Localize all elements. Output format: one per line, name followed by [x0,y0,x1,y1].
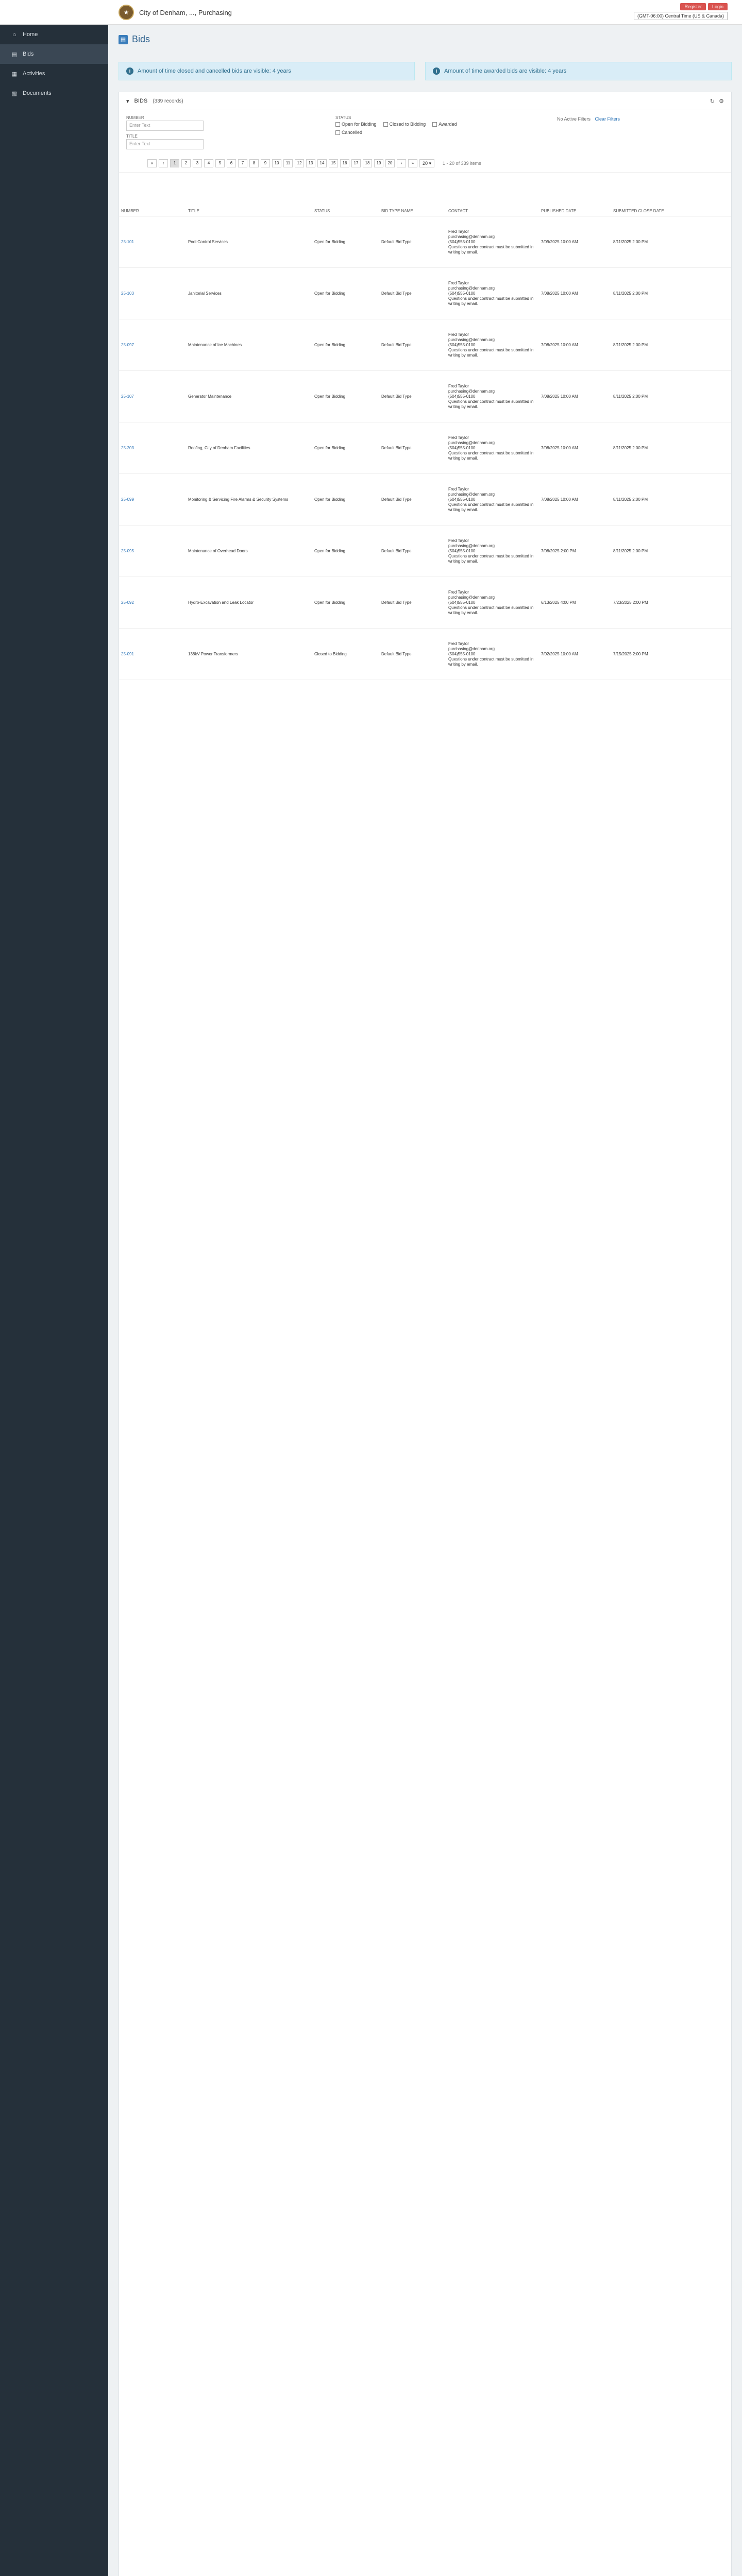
bid-title: Hydro-Excavation and Leak Locator [186,577,312,629]
bid-status: Open for Bidding [312,319,379,371]
page-button[interactable]: 4 [204,159,213,167]
bid-status: Open for Bidding [312,216,379,268]
bid-contact: Fred Taylor purchasing@denham.org (504)555-0100 Questions under contract must be submitted in writing by email. [446,319,539,371]
table-row[interactable] [119,577,731,629]
page-button[interactable]: 9 [261,159,270,167]
bid-published-date: 7/08/2025 2:00 PM [539,526,611,577]
bid-type: Default Bid Type [379,422,446,474]
pagination-info: 1 - 20 of 339 items [443,161,481,166]
bid-status: Open for Bidding [312,268,379,319]
card-header [119,92,731,110]
column-header-close-date[interactable]: SUBMITTED CLOSE DATE [611,206,731,216]
bid-published-date: 7/08/2025 10:00 AM [539,371,611,422]
status-awarded-checkbox[interactable]: Awarded [432,122,457,127]
page-button[interactable]: 5 [215,159,225,167]
filter-panel [119,110,731,173]
notice-closed-visible: i Amount of time closed and cancelled bids are visible: 4 years [119,62,415,80]
page-button[interactable]: 1 [170,159,179,167]
activities-icon: ▦ [11,71,18,77]
info-icon: i [433,67,440,75]
info-icon: i [126,67,133,75]
sidebar-item-documents[interactable] [0,83,108,103]
timezone-select[interactable]: (GMT-06:00) Central Time (US & Canada) [634,12,728,20]
page-button[interactable]: 16 [340,159,349,167]
status-closed-checkbox[interactable]: Closed to Bidding [383,122,426,127]
number-filter-input[interactable]: Enter Text [126,121,204,131]
page-size-select[interactable]: 20 ▾ [419,159,434,167]
table-row[interactable] [119,268,731,319]
bid-contact: Fred Taylor purchasing@denham.org (504)555-0100 Questions under contract must be submitted in writing by email. [446,268,539,319]
refresh-icon[interactable]: ↻ [710,98,715,105]
bid-type: Default Bid Type [379,474,446,526]
bid-published-date: 7/08/2025 10:00 AM [539,422,611,474]
bid-contact: Fred Taylor purchasing@denham.org (504)555-0100 Questions under contract must be submitted in writing by email. [446,629,539,680]
bid-close-date: 8/11/2025 2:00 PM [611,526,731,577]
bid-title: Pool Control Services [186,216,312,268]
bid-close-date: 8/11/2025 2:00 PM [611,319,731,371]
status-open-checkbox[interactable]: Open for Bidding [335,122,377,127]
bid-close-date: 8/11/2025 2:00 PM [611,422,731,474]
bid-close-date: 8/11/2025 2:00 PM [611,371,731,422]
page-button[interactable]: 15 [329,159,338,167]
bid-title: Janitorial Services [186,268,312,319]
bid-close-date: 8/11/2025 2:00 PM [611,268,731,319]
notice-awarded-visible: i Amount of time awarded bids are visible: 4 years [425,62,732,80]
bid-published-date: 7/08/2025 10:00 AM [539,474,611,526]
org-title: City of Denham, ..., Purchasing [139,8,232,16]
table-row[interactable] [119,371,731,422]
city-seal-icon: ★ [119,5,134,20]
bid-published-date: 7/09/2025 10:00 AM [539,216,611,268]
bid-status: Open for Bidding [312,474,379,526]
table-header-row [119,206,731,216]
page-button[interactable]: 2 [181,159,191,167]
bid-type: Default Bid Type [379,216,446,268]
bid-title: Maintenance of Ice Machines [186,319,312,371]
page-button[interactable]: 7 [238,159,247,167]
bid-number-link[interactable]: 25-095 [119,526,186,577]
last-page-button[interactable]: » [408,159,417,167]
bid-contact: Fred Taylor purchasing@denham.org (504)555-0100 Questions under contract must be submitted in writing by email. [446,526,539,577]
bid-contact: Fred Taylor purchasing@denham.org (504)555-0100 Questions under contract must be submitted in writing by email. [446,474,539,526]
settings-icon[interactable]: ⚙ [719,98,724,105]
page-button[interactable]: 19 [374,159,383,167]
page-button[interactable]: 14 [317,159,327,167]
bids-card [119,92,732,2576]
active-filters-text: No Active Filters [557,116,591,122]
bid-type: Default Bid Type [379,629,446,680]
bid-number-link[interactable]: 25-099 [119,474,186,526]
clear-filters-link[interactable]: Clear Filters [595,116,620,122]
bid-published-date: 6/13/2025 4:00 PM [539,577,611,629]
bid-title: Monitoring & Servicing Fire Alarms & Security Systems [186,474,312,526]
table-row[interactable] [119,319,731,371]
page-button[interactable]: 13 [306,159,315,167]
record-count: (339 records) [153,98,183,104]
account-area [634,3,728,20]
top-bar [0,0,742,25]
collapse-icon[interactable]: ▾ [126,98,129,105]
sidebar-item-label: Documents [23,90,52,96]
bids-icon: ▤ [11,51,18,58]
next-page-button[interactable]: › [397,159,406,167]
documents-icon: ▧ [11,90,18,97]
page-button[interactable]: 18 [363,159,372,167]
page-button[interactable]: 12 [295,159,304,167]
page-button[interactable]: 8 [249,159,259,167]
bid-status: Open for Bidding [312,526,379,577]
bid-number-link[interactable]: 25-101 [119,216,186,268]
sidebar [0,0,108,2576]
sidebar-item-label: Activities [23,71,45,77]
bid-contact: Fred Taylor purchasing@denham.org (504)555-0100 Questions under contract must be submitted in writing by email. [446,371,539,422]
page-button[interactable]: 11 [283,159,293,167]
status-cancelled-checkbox[interactable]: Cancelled [335,130,362,135]
brand[interactable] [119,4,232,21]
status-filter-label: STATUS [335,115,351,120]
sidebar-item-label: Home [23,31,38,38]
bid-number-link[interactable]: 25-107 [119,371,186,422]
home-icon: ⌂ [12,31,16,38]
bid-title: Generator Maintenance [186,371,312,422]
column-header-published[interactable]: PUBLISHED DATE [539,206,611,216]
bid-published-date: 7/02/2025 10:00 AM [539,629,611,680]
bid-close-date: 8/11/2025 2:00 PM [611,474,731,526]
column-header-status[interactable]: STATUS [312,206,379,216]
bid-close-date: 7/23/2025 2:00 PM [611,577,731,629]
prev-page-button[interactable]: ‹ [159,159,168,167]
title-filter-label: TITLE [126,134,138,139]
pagination-top [147,159,481,167]
page-button[interactable]: 17 [351,159,361,167]
register-button[interactable]: Register [680,3,706,10]
bid-status: Open for Bidding [312,371,379,422]
page-button[interactable]: 6 [227,159,236,167]
page-title: ▤ Bids [119,34,150,45]
column-header-contact[interactable]: CONTACT [446,206,539,216]
column-header-bid-type[interactable]: BID TYPE NAME [379,206,446,216]
table-row[interactable] [119,422,731,474]
bid-title: Roofing, City of Denham Facilities [186,422,312,474]
sidebar-item-label: Bids [23,51,34,57]
main-content [108,25,742,2576]
first-page-button[interactable]: « [147,159,157,167]
bids-icon: ▤ [119,35,128,44]
bid-close-date: 8/11/2025 2:00 PM [611,216,731,268]
bid-status: Open for Bidding [312,577,379,629]
card-title: BIDS [134,98,148,104]
number-filter-label: NUMBER [126,115,144,120]
page-button[interactable]: 20 [385,159,395,167]
bid-published-date: 7/08/2025 10:00 AM [539,268,611,319]
bids-table [119,206,731,680]
bid-title: Maintenance of Overhead Doors [186,526,312,577]
bid-published-date: 7/08/2025 10:00 AM [539,319,611,371]
bid-type: Default Bid Type [379,371,446,422]
title-filter-input[interactable]: Enter Text [126,139,204,149]
bid-status: Open for Bidding [312,422,379,474]
bid-type: Default Bid Type [379,319,446,371]
table-row[interactable] [119,526,731,577]
column-header-title[interactable]: TITLE [186,206,312,216]
page-button[interactable]: 10 [272,159,281,167]
bid-type: Default Bid Type [379,268,446,319]
bid-status: Closed to Bidding [312,629,379,680]
bid-close-date: 7/15/2025 2:00 PM [611,629,731,680]
bid-title: 138kV Power Transformers [186,629,312,680]
table-row[interactable] [119,629,731,680]
bid-type: Default Bid Type [379,526,446,577]
page-button[interactable]: 3 [193,159,202,167]
bid-number-link[interactable]: 25-091 [119,629,186,680]
bid-number-link[interactable]: 25-097 [119,319,186,371]
sidebar-item-home[interactable] [0,25,108,44]
table-row[interactable] [119,216,731,268]
bid-contact: Fred Taylor purchasing@denham.org (504)555-0100 Questions under contract must be submitted in writing by email. [446,216,539,268]
table-row[interactable] [119,474,731,526]
login-button[interactable]: Login [708,3,728,10]
bid-type: Default Bid Type [379,577,446,629]
bid-contact: Fred Taylor purchasing@denham.org (504)555-0100 Questions under contract must be submitted in writing by email. [446,577,539,629]
column-header-number[interactable]: NUMBER [119,206,186,216]
bid-number-link[interactable]: 25-092 [119,577,186,629]
bid-number-link[interactable]: 25-103 [119,268,186,319]
bid-contact: Fred Taylor purchasing@denham.org (504)555-0100 Questions under contract must be submitted in writing by email. [446,422,539,474]
sidebar-item-bids[interactable] [0,44,108,64]
bid-number-link[interactable]: 25-203 [119,422,186,474]
sidebar-item-activities[interactable] [0,64,108,83]
